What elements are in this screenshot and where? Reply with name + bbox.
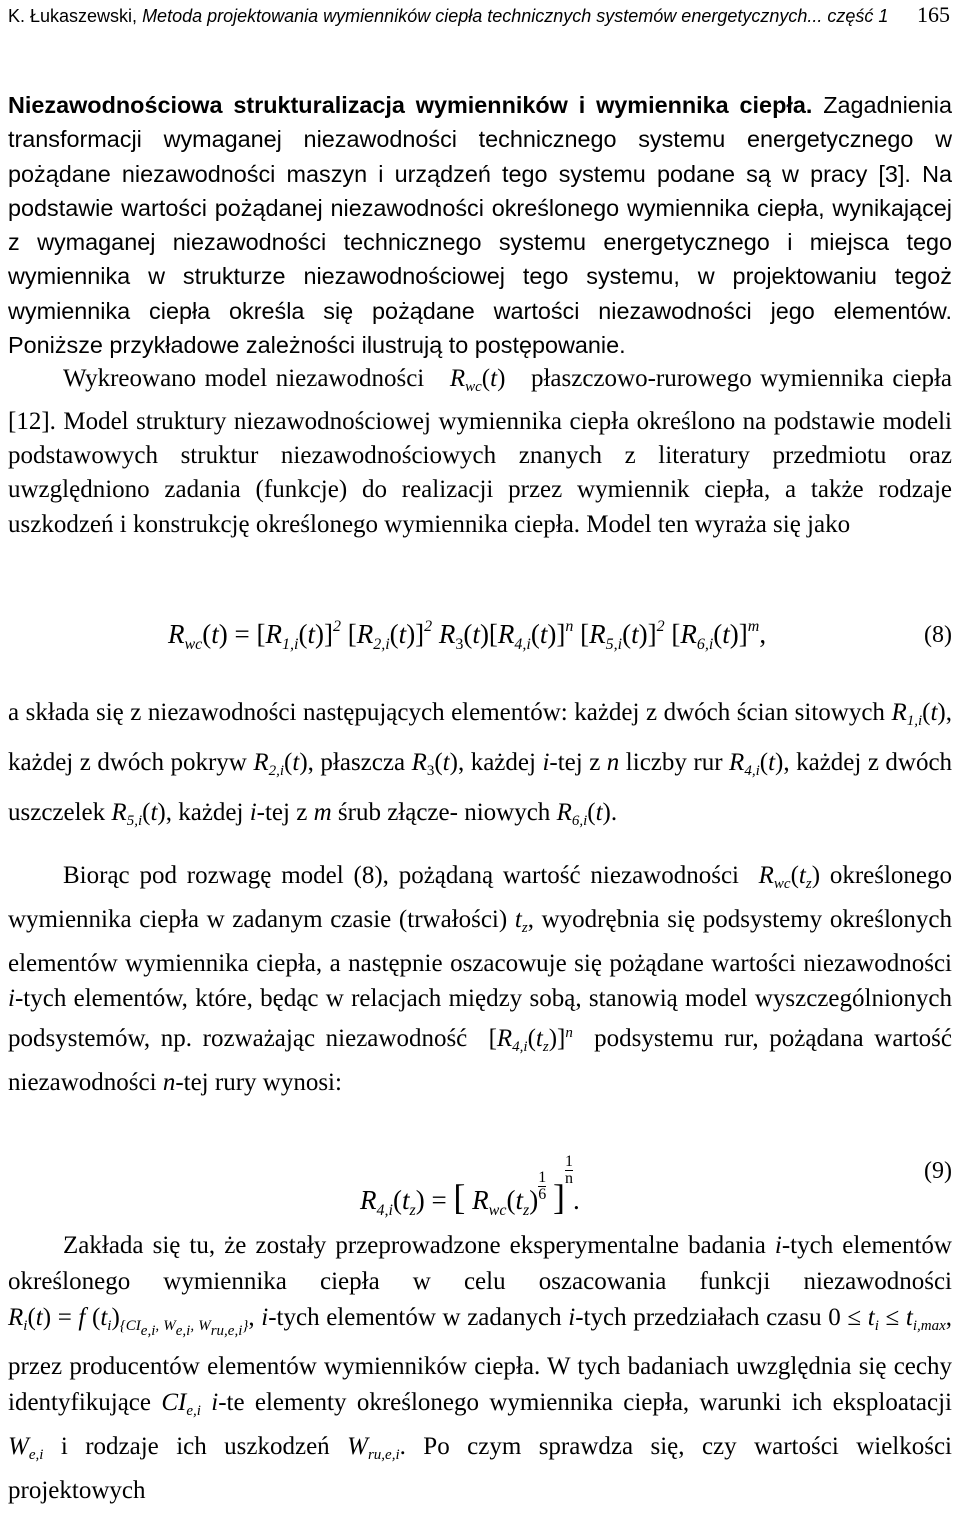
symbol-r4i-t: $R_{4,i}(t)$ — [729, 749, 784, 779]
p5-g: -te elementy określonego wymiennika ciepła, warunki ich eksploatacji — [218, 1389, 953, 1416]
p5-h: i rodzaje ich uszkodzeń — [60, 1433, 330, 1460]
equation-8-formula: $R_{wc}(t) = [R_{1,i}(t)]^2$ $[R_{2,i}(t)]^2$ $R_3(t)[R_{4,i}(t)]^n$ $[R_{5,i}(t)]^2$ $[R_{6,i}(t)]^m$, — [168, 618, 767, 653]
section-heading: Niezawodnościowa strukturalizacja wymienników i wymiennika ciepła. — [8, 92, 813, 118]
p3-d: , każdej — [457, 749, 536, 776]
symbol-r4i-tz-n: $[R_{4,i}(t_z)]^n$ — [488, 1025, 573, 1055]
symbol-w-ruei: $W_{ru,e,i}$ — [347, 1433, 400, 1463]
p5-i: . Po czym sprawdza się, czy wartości wielkości projektowych — [8, 1433, 953, 1504]
var-i-6: i — [568, 1304, 576, 1331]
paragraph-2 — [8, 362, 952, 541]
p4-f: -tej rury wynosi: — [175, 1069, 342, 1096]
symbol-r6i-t: $R_{6,i}(t)$. — [556, 799, 618, 829]
p5-d: -tych elementów w zadanych — [268, 1304, 562, 1331]
paragraph-1 — [8, 88, 952, 362]
symbol-rwc-t: $R_{wc}(t)$ — [449, 365, 506, 396]
p4-c: , wyodrębnia się podsystemy określonych elementów wymiennika ciepła, a następnie oszacowuje się pożądane wartości niezawodności — [8, 906, 953, 977]
symbol-r1i-t: $R_{1,i}(t)$ — [891, 699, 946, 729]
p4-e: podsystemu rur, pożądana wartość niezawodności — [8, 1025, 953, 1096]
symbol-ci-ei: $CI_{e,i}$ — [161, 1389, 201, 1419]
p3-h: , każdej — [165, 799, 244, 826]
var-i-5: i — [261, 1304, 269, 1331]
running-header — [8, 0, 952, 34]
symbol-w-ei: $W_{e,i}$ — [8, 1433, 44, 1463]
header-title: Metoda projektowania wymienników ciepła technicznych systemów energetycznych... część 1 — [142, 6, 889, 26]
p3-j: śrub złącze- — [337, 799, 458, 826]
p4-a: Biorąc pod rozwagę model (8), pożądaną wartość niezawodności — [63, 862, 739, 889]
paragraph-5 — [8, 1228, 952, 1509]
p3-c: , płaszcza — [307, 749, 406, 776]
p3-e: -tej z — [549, 749, 601, 776]
var-m: m — [313, 799, 332, 826]
p3-a: a składa się z niezawodności następujących elementów: każdej z dwóch ścian sitowych — [8, 699, 885, 726]
var-n: n — [606, 749, 620, 776]
p5-a: Zakłada się tu, że zostały przeprowadzone eksperymentalne badania — [63, 1232, 766, 1259]
equation-9-formula: $R_{4,i}(t_z)$ = [ $R_{wc}(t_z)\frac{1}{6}$ ]$\frac{1}{n}$ . — [360, 1153, 580, 1219]
symbol-r5i-t: $R_{5,i}(t)$ — [111, 799, 166, 829]
section-body — [8, 88, 952, 542]
paragraph-4 — [8, 858, 952, 1100]
symbol-time-range: $0 \le t_i \le t_{i,max}$ — [828, 1304, 946, 1334]
var-i-3: i — [8, 985, 15, 1012]
p4-b: określonego wymiennika ciepła w zadanym czasie (trwałości) — [8, 862, 953, 933]
paragraph-2-text-a: Wykreowano model niezawodności — [63, 365, 425, 393]
symbol-ri-t: $R_i(t) = f$ $(t_i)_{\{CI_{e,i}, W_{e,i}, W_{ru,e,i}\}}$ — [8, 1304, 249, 1339]
p5-e: -tych przedziałach czasu — [575, 1304, 822, 1331]
symbol-tz: $t_z$ — [514, 906, 528, 936]
symbol-r2i-t: $R_{2,i}(t)$ — [253, 749, 308, 779]
equation-9 — [8, 1130, 952, 1230]
paragraph-3 — [8, 692, 952, 842]
p4-d: -tych elementów, które, będąc w relacjach między sobą, stanowią model wyszczególnionych podsystemów, np. rozważając niezawodność — [8, 985, 952, 1052]
var-i-2: i — [249, 799, 257, 826]
running-title — [8, 6, 888, 27]
var-n-2: n — [162, 1069, 176, 1096]
p5-b: -tych elementów określonego wymiennika ciepła w celu oszacowania funkcji niezawodności — [8, 1232, 952, 1295]
p3-b: , każdej z dwóch pokryw — [8, 699, 952, 776]
var-i: i — [542, 749, 550, 776]
symbol-rwc-tz: $R_{wc}(t_z)$ — [758, 862, 821, 892]
page-number: 165 — [917, 2, 950, 27]
var-i-4: i — [774, 1232, 782, 1259]
symbol-r3-t: $R_3(t)$ — [411, 749, 458, 779]
paragraph-1-text: Zagadnienia transformacji wymaganej niezawodności technicznego systemu energetycznego w pożądane niezawodności maszyn i urządzeń tego systemu podane są w pracy [3]. Na podstawie wartości pożądanej niezawodności określonego wymiennika ciepła, wynikającej z wymaganej niezawodności technicznego systemu energetycznego i miejsca tego wymiennika w strukturze niezawodnościowej tego systemu, w projektowaniu tegoż wymiennika ciepła określa się pożądane wartości niezawodności jego elementów. Poniższe przykładowe zależności ilustrują to postępowanie. — [8, 92, 952, 359]
equation-8 — [8, 612, 952, 662]
p3-k: niowych — [464, 799, 551, 826]
p3-f: liczby rur — [625, 749, 723, 776]
var-i-7: i — [211, 1389, 219, 1416]
p5-c: , — [248, 1304, 255, 1331]
paragraph-2-text-b: płaszczowo-rurowego wymiennika ciepła [12]. Model struktury niezawodnościowej wymiennika ciepła określono na podstawie modeli podstawowych struktur niezawodnościowych znanych z literatury przedmiotu oraz uwzględniono zadania (funkcje) do realizacji przez wymiennik ciepła, a także rodzaje uszkodzeń i konstrukcję określonego wymiennika ciepła. Model ten wyraża się jako — [8, 365, 952, 538]
p3-g: , każdej z dwóch uszczelek — [8, 749, 953, 826]
equation-8-number: (8) — [924, 622, 952, 648]
equation-9-number: (9) — [924, 1158, 952, 1184]
p5-f: , przez producentów elementów wymienników ciepła. W tych badaniach uwzględnia się cechy identyfikujące — [8, 1304, 953, 1416]
header-authors: K. Łukaszewski, — [8, 6, 143, 26]
p3-i: -tej z — [256, 799, 308, 826]
